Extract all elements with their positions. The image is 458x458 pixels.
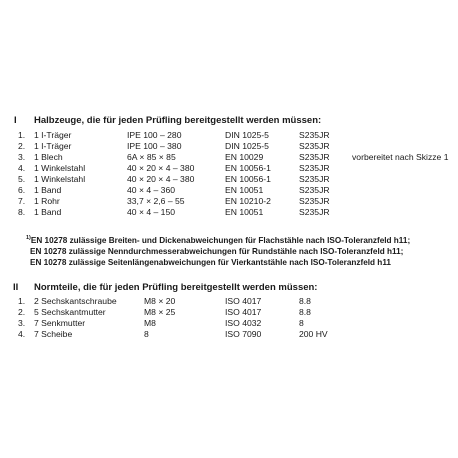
table-row (0, 130, 458, 141)
row-number: 1. (18, 296, 26, 306)
row-material: S235JR (299, 130, 330, 140)
row-norm: EN 10051 (225, 185, 264, 195)
row-number: 4. (18, 329, 26, 339)
row-dimension: 40 × 4 – 150 (127, 207, 176, 217)
row-norm: ISO 7090 (225, 329, 262, 339)
row-dimension: 40 × 4 – 360 (127, 185, 176, 195)
row-number: 8. (18, 207, 26, 217)
row-remark: vorbereitet nach Skizze 1 (352, 152, 449, 162)
row-number: 2. (18, 307, 26, 317)
row-material: S235JR (299, 152, 330, 162)
row-norm: EN 10210-2 (225, 196, 271, 206)
table-row (0, 296, 458, 307)
row-item: 1 Winkelstahl (34, 174, 86, 184)
row-norm: EN 10056-1 (225, 163, 271, 173)
row-material: S235JR (299, 207, 330, 217)
row-material: S235JR (299, 185, 330, 195)
table-row (0, 152, 458, 163)
row-dimension: IPE 100 – 280 (127, 130, 182, 140)
row-dimension: 40 × 20 × 4 – 380 (127, 163, 195, 173)
row-norm: ISO 4032 (225, 318, 262, 328)
note-line-3: EN 10278 zulässige Seitenlängenabweichungen für Vierkantstähle nach ISO-Toleranzfeld h11 (30, 258, 391, 267)
row-item: 1 Band (34, 207, 62, 217)
row-item: 2 Sechskantschraube (34, 296, 117, 306)
row-material: S235JR (299, 174, 330, 184)
row-number: 2. (18, 141, 26, 151)
section-1-numeral: I (14, 115, 17, 126)
row-dimension: M8 (144, 318, 156, 328)
section-2-numeral: II (13, 282, 19, 293)
row-norm: DIN 1025-5 (225, 141, 269, 151)
row-number: 3. (18, 318, 26, 328)
row-dimension: 8 (144, 329, 149, 339)
table-row (0, 207, 458, 218)
note-line-1 (26, 235, 410, 245)
row-material: S235JR (299, 163, 330, 173)
row-number: 3. (18, 152, 26, 162)
table-row (0, 196, 458, 207)
row-dimension: IPE 100 – 380 (127, 141, 182, 151)
table-row (0, 163, 458, 174)
note-line-2: EN 10278 zulässige Nenndurchmesserabweichungen für Rundstähle nach ISO-Toleranzfeld h11; (30, 247, 404, 256)
section-1-title: Halbzeuge, die für jeden Prüfling bereitgestellt werden müssen: (34, 115, 322, 126)
row-item: 1 Blech (34, 152, 63, 162)
row-material: S235JR (299, 196, 330, 206)
row-material: 8.8 (299, 307, 311, 317)
row-dimension: 6A × 85 × 85 (127, 152, 176, 162)
row-dimension: 40 × 20 × 4 – 380 (127, 174, 195, 184)
table-row (0, 329, 458, 340)
row-material: S235JR (299, 141, 330, 151)
row-number: 6. (18, 185, 26, 195)
row-material: 200 HV (299, 329, 328, 339)
row-item: 5 Sechskantmutter (34, 307, 106, 317)
table-row (0, 185, 458, 196)
row-number: 4. (18, 163, 26, 173)
row-material: 8 (299, 318, 304, 328)
row-item: 7 Scheibe (34, 329, 73, 339)
row-norm: EN 10029 (225, 152, 264, 162)
row-item: 7 Senkmutter (34, 318, 86, 328)
row-item: 1 Band (34, 185, 62, 195)
row-number: 5. (18, 174, 26, 184)
table-row (0, 307, 458, 318)
table-row (0, 318, 458, 329)
row-dimension: 33,7 × 2,6 – 55 (127, 196, 185, 206)
table-row (0, 141, 458, 152)
row-dimension: M8 × 25 (144, 307, 176, 317)
row-item: 1 Winkelstahl (34, 163, 86, 173)
row-material: 8.8 (299, 296, 311, 306)
row-norm: EN 10056-1 (225, 174, 271, 184)
row-item: 1 I-Träger (34, 130, 72, 140)
row-norm: ISO 4017 (225, 307, 262, 317)
row-item: 1 I-Träger (34, 141, 72, 151)
row-number: 7. (18, 196, 26, 206)
row-item: 1 Rohr (34, 196, 60, 206)
note-text: EN 10278 zulässige Breiten- und Dickenabweichungen für Flachstähle nach ISO-Toleranzfeld h11; (30, 236, 411, 245)
note-marker: 1) (26, 235, 31, 241)
row-dimension: M8 × 20 (144, 296, 176, 306)
row-number: 1. (18, 130, 26, 140)
row-norm: ISO 4017 (225, 296, 262, 306)
row-norm: DIN 1025-5 (225, 130, 269, 140)
section-2-title: Normteile, die für jeden Prüfling bereitgestellt werden müssen: (34, 282, 318, 293)
row-norm: EN 10051 (225, 207, 264, 217)
table-row (0, 174, 458, 185)
